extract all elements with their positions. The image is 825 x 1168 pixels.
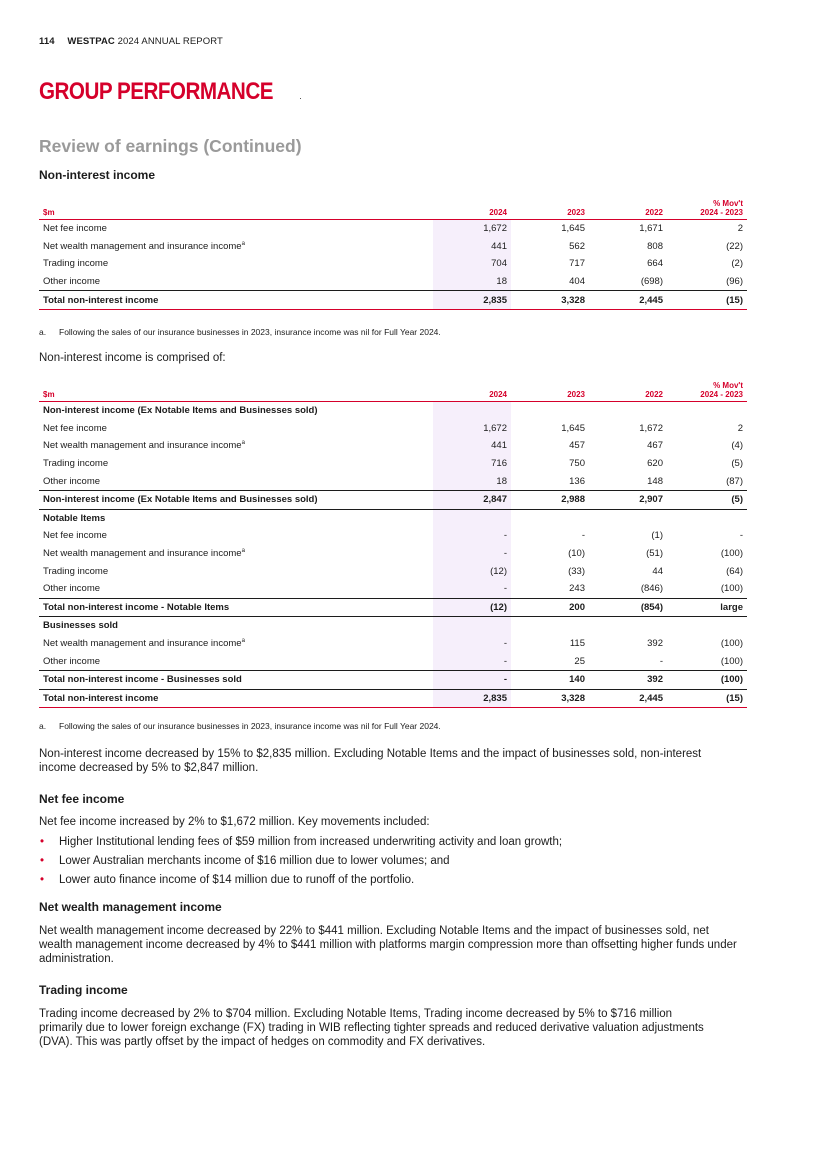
footnote-letter: a. xyxy=(39,721,47,731)
heading-trading-income: Trading income xyxy=(39,983,128,997)
cell-2024: - xyxy=(433,670,511,689)
mov-header-line2: 2024 - 2023 xyxy=(700,390,743,399)
cell-2022: 467 xyxy=(647,440,663,452)
table-row xyxy=(39,437,747,455)
row-label-text: Net wealth management and insurance income xyxy=(43,440,242,452)
cell-2022: (854) xyxy=(589,598,667,617)
cell-2024: 441 xyxy=(433,437,511,455)
blank-cell xyxy=(667,509,747,527)
cell-2024: - xyxy=(433,527,511,545)
cell-2022: 148 xyxy=(647,475,663,487)
blank-cell xyxy=(433,617,511,635)
blank-cell xyxy=(667,402,747,420)
cell-2023: - xyxy=(581,530,585,542)
table-row xyxy=(39,255,747,273)
cell-2024: 2,835 xyxy=(433,689,511,708)
cell-2022: 808 xyxy=(647,240,663,252)
row-label: Net fee income xyxy=(43,422,107,434)
cell-2024: 2,847 xyxy=(433,490,511,509)
cell-2022: (846) xyxy=(640,583,663,595)
cell-2023: 200 xyxy=(511,598,589,617)
cell-2023: 25 xyxy=(574,655,585,667)
bullet-dot-icon: • xyxy=(40,874,45,886)
footnote-ref: a xyxy=(241,638,245,645)
section-heading: Non-interest income (Ex Notable Items and Businesses sold) xyxy=(43,405,318,417)
cell-2024: 1,672 xyxy=(433,420,511,438)
cell-2024: - xyxy=(433,635,511,653)
mov-header-line1: % Mov't xyxy=(713,381,743,390)
cell-2023: 717 xyxy=(569,258,585,270)
section-heading-row xyxy=(39,617,747,635)
column-header: 2023 xyxy=(511,199,589,220)
cell-mov: (100) xyxy=(720,655,743,667)
cell-2023: 562 xyxy=(569,240,585,252)
row-label-text: Net wealth management and insurance income xyxy=(43,240,242,252)
row-label: Other income xyxy=(43,655,101,667)
table-row xyxy=(39,472,747,490)
bullet-text: Higher Institutional lending fees of $59 million from increased underwriting activity and loan growth; xyxy=(59,836,563,848)
cell-mov: 2 xyxy=(737,223,743,235)
row-label xyxy=(39,545,433,563)
cell-mov: (96) xyxy=(726,276,743,288)
cell-2023: 136 xyxy=(569,475,585,487)
list-item xyxy=(39,854,739,873)
page-subtitle: Review of earnings (Continued) xyxy=(39,136,302,156)
section-heading-row xyxy=(39,402,747,420)
table-header-row xyxy=(39,381,747,402)
cell-2022: - xyxy=(659,655,663,667)
cell-2023: (10) xyxy=(568,548,585,560)
cell-mov: (4) xyxy=(731,440,743,452)
non-interest-income-table xyxy=(39,199,747,310)
cell-mov: large xyxy=(667,598,747,617)
mov-header-line2: 2024 - 2023 xyxy=(700,208,743,217)
blank-cell xyxy=(433,509,511,527)
table-row xyxy=(39,635,747,653)
wealth-paragraph: Net wealth management income decreased by 22% to $441 million. Excluding Notable Items and the impact of businesses sold, net wealth management income decreased by 4% to $441 million with platforms margin compression more than offsetting higher funds under administration. xyxy=(39,925,737,965)
table-header-row xyxy=(39,199,747,220)
footnote-ref: a xyxy=(241,440,245,447)
cell-mov: (87) xyxy=(726,475,743,487)
cell-2022: 392 xyxy=(647,638,663,650)
total-row xyxy=(39,689,747,708)
cell-2024: - xyxy=(433,652,511,670)
cell-2022: 44 xyxy=(652,565,663,577)
cell-2024: 441 xyxy=(433,238,511,256)
cell-2024: 2,835 xyxy=(433,291,511,310)
cell-2022: 1,671 xyxy=(639,223,663,235)
cell-2024: (12) xyxy=(433,598,511,617)
cell-mov: (22) xyxy=(726,240,743,252)
row-label-text: Net wealth management and insurance income xyxy=(43,548,242,560)
blank-cell xyxy=(511,509,589,527)
section-heading: Businesses sold xyxy=(43,620,118,632)
cell-2022: 664 xyxy=(647,258,663,270)
table-row xyxy=(39,420,747,438)
mov-header-line1: % Mov't xyxy=(713,199,743,208)
report-name: 2024 ANNUAL REPORT xyxy=(117,36,223,47)
blank-cell xyxy=(589,402,667,420)
table-row xyxy=(39,220,747,238)
total-row xyxy=(39,291,747,310)
cell-2023: 750 xyxy=(569,458,585,470)
cell-2022: 620 xyxy=(647,458,663,470)
cell-2023: 457 xyxy=(569,440,585,452)
row-label: Other income xyxy=(43,475,101,487)
row-label: Other income xyxy=(43,583,101,595)
non-interest-income-breakdown-table xyxy=(39,381,747,708)
row-label: Total non-interest income xyxy=(39,689,433,708)
column-header: 2024 xyxy=(433,199,511,220)
footnote-text: Following the sales of our insurance businesses in 2023, insurance income was nil for Full Year 2024. xyxy=(59,721,441,731)
cell-mov: (100) xyxy=(720,548,743,560)
table-row xyxy=(39,527,747,545)
blank-cell xyxy=(511,617,589,635)
cell-2023: 243 xyxy=(569,583,585,595)
cell-2022: (698) xyxy=(640,276,663,288)
cell-2024: 1,672 xyxy=(433,220,511,238)
blank-cell xyxy=(511,402,589,420)
page-header xyxy=(39,36,223,47)
subtotal-row xyxy=(39,490,747,509)
cell-2024: (12) xyxy=(433,562,511,580)
subtotal-row xyxy=(39,598,747,617)
cell-2024: 716 xyxy=(433,455,511,473)
column-header xyxy=(667,199,747,220)
heading-non-interest-income: Non-interest income xyxy=(39,168,156,182)
column-header: $m xyxy=(39,381,433,402)
row-label: Total non-interest income - Businesses sold xyxy=(39,670,433,689)
cell-mov: (100) xyxy=(720,583,743,595)
table-row xyxy=(39,652,747,670)
cell-2022: (1) xyxy=(651,530,663,542)
cell-2024: 18 xyxy=(433,472,511,490)
cell-mov: (15) xyxy=(667,291,747,310)
row-label-text: Net wealth management and insurance income xyxy=(43,638,242,650)
footnote-1 xyxy=(39,327,441,337)
cell-mov: (100) xyxy=(720,638,743,650)
cell-mov: (5) xyxy=(667,490,747,509)
cell-2024: 704 xyxy=(433,255,511,273)
cell-2022: 2,445 xyxy=(589,689,667,708)
row-label: Total non-interest income - Notable Items xyxy=(39,598,433,617)
cell-2022: 2,907 xyxy=(589,490,667,509)
cell-mov: (2) xyxy=(731,258,743,270)
decorative-dot xyxy=(300,98,301,99)
cell-2024: - xyxy=(433,580,511,598)
row-label: Net fee income xyxy=(43,530,107,542)
table-row xyxy=(39,580,747,598)
blank-cell xyxy=(589,509,667,527)
row-label: Net fee income xyxy=(43,223,107,235)
list-item xyxy=(39,835,739,854)
column-header xyxy=(667,381,747,402)
bullet-text: Lower auto finance income of $14 million due to runoff of the portfolio. xyxy=(59,874,415,886)
row-label: Non-interest income (Ex Notable Items and Businesses sold) xyxy=(39,490,433,509)
bullet-dot-icon: • xyxy=(40,855,45,867)
cell-2022: 1,672 xyxy=(639,422,663,434)
cell-2024: 18 xyxy=(433,273,511,291)
blank-cell xyxy=(589,617,667,635)
footnote-ref: a xyxy=(241,240,245,247)
brand-name: WESTPAC xyxy=(67,36,115,47)
row-label xyxy=(39,437,433,455)
net-fee-intro: Net fee income increased by 2% to $1,672 million. Key movements included: xyxy=(39,816,430,828)
net-fee-bullets xyxy=(39,835,739,892)
blank-cell xyxy=(433,402,511,420)
subtotal-row xyxy=(39,670,747,689)
summary-paragraph: Non-interest income decreased by 15% to $2,835 million. Excluding Notable Items and the impact of businesses sold, non-interest income decreased by 5% to $2,847 million. xyxy=(39,748,702,774)
table-row xyxy=(39,562,747,580)
table-row xyxy=(39,273,747,291)
column-header: $m xyxy=(39,199,433,220)
cell-2023: 1,645 xyxy=(561,223,585,235)
footnote-letter: a. xyxy=(39,327,47,337)
row-label: Total non-interest income xyxy=(39,291,433,310)
trading-paragraph: Trading income decreased by 2% to $704 million. Excluding Notable Items, Trading income decreased by 5% to $716 million primarily due to lower foreign exchange (FX) trading in WIB reflecting tighter spreads and reduced derivative valuation adjustments (DVA). This was partly offset by the impact of hedges on commodity and FX derivatives. xyxy=(39,1008,704,1048)
bullet-text: Lower Australian merchants income of $16 million due to lower volumes; and xyxy=(59,855,450,867)
cell-2023: 1,645 xyxy=(561,422,585,434)
section-heading: Notable Items xyxy=(43,512,106,524)
column-header: 2022 xyxy=(589,381,667,402)
bullet-dot-icon: • xyxy=(40,836,45,848)
footnote-text: Following the sales of our insurance businesses in 2023, insurance income was nil for Full Year 2024. xyxy=(59,327,441,337)
table-row xyxy=(39,238,747,256)
row-label: Other income xyxy=(43,276,101,288)
cell-2023: 3,328 xyxy=(511,689,589,708)
heading-net-wealth-management-income: Net wealth management income xyxy=(39,900,222,914)
cell-2023: (33) xyxy=(568,565,585,577)
row-label: Trading income xyxy=(43,565,109,577)
intro-comprised: Non-interest income is comprised of: xyxy=(39,352,226,364)
cell-2022: (51) xyxy=(646,548,663,560)
list-item xyxy=(39,873,739,892)
footnote-ref: a xyxy=(241,548,245,555)
page-number: 114 xyxy=(39,36,55,47)
heading-net-fee-income: Net fee income xyxy=(39,792,125,806)
column-header: 2022 xyxy=(589,199,667,220)
section-title: GROUP PERFORMANCE xyxy=(39,78,273,105)
row-label: Trading income xyxy=(43,258,109,270)
section-heading-row xyxy=(39,509,747,527)
cell-mov: (100) xyxy=(667,670,747,689)
table-row xyxy=(39,545,747,563)
cell-mov: (5) xyxy=(731,458,743,470)
cell-2023: 140 xyxy=(511,670,589,689)
footnote-2 xyxy=(39,721,441,731)
table-row xyxy=(39,455,747,473)
cell-2024: - xyxy=(433,545,511,563)
column-header: 2023 xyxy=(511,381,589,402)
cell-2022: 392 xyxy=(589,670,667,689)
cell-mov: (64) xyxy=(726,565,743,577)
cell-2022: 2,445 xyxy=(589,291,667,310)
column-header: 2024 xyxy=(433,381,511,402)
row-label: Trading income xyxy=(43,458,109,470)
cell-2023: 3,328 xyxy=(511,291,589,310)
cell-2023: 2,988 xyxy=(511,490,589,509)
cell-mov: 2 xyxy=(737,422,743,434)
row-label xyxy=(39,238,433,256)
cell-mov: - xyxy=(739,530,743,542)
cell-2023: 404 xyxy=(569,276,585,288)
blank-cell xyxy=(667,617,747,635)
row-label xyxy=(39,635,433,653)
cell-2023: 115 xyxy=(569,638,585,650)
cell-mov: (15) xyxy=(667,689,747,708)
